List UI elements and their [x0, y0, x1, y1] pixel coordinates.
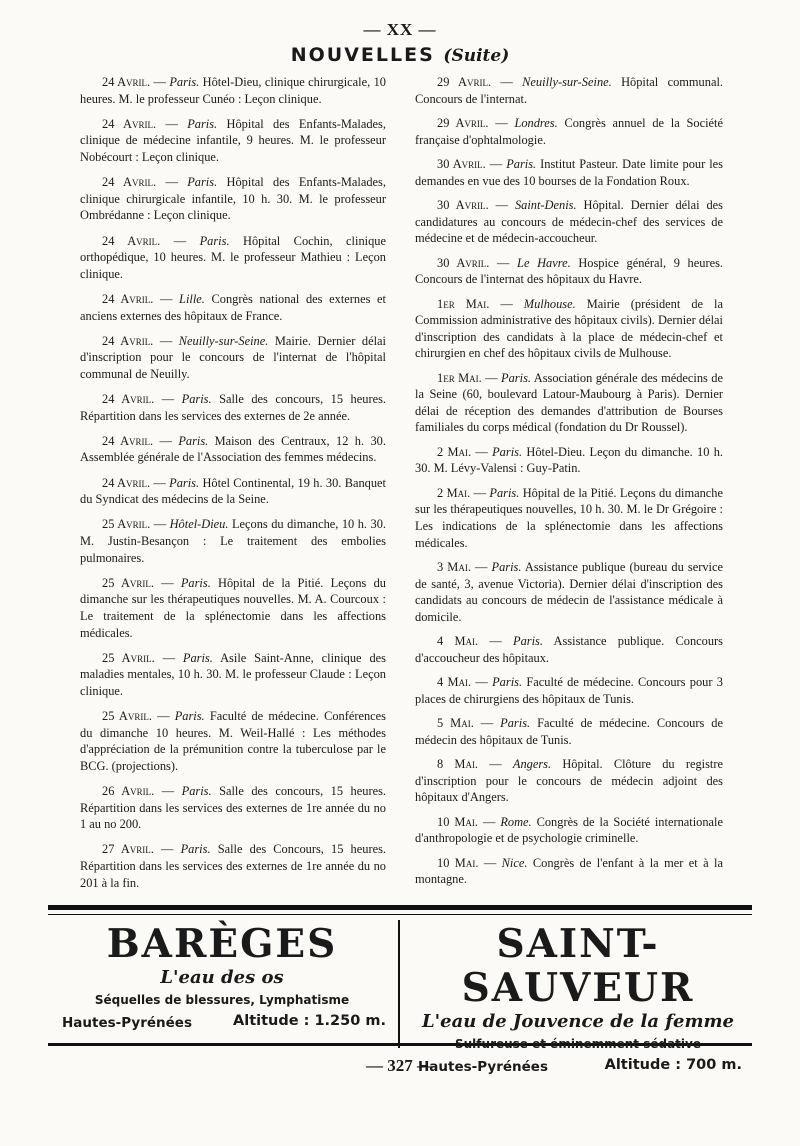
entry-text: Association générale des médecins de la Seine (60, boulevard Latour-Maubourg à Paris). Dernier délai de réception des demandes d'attribution de Bourses familiales du corps médical (fondation du Dr Roussel). [415, 370, 724, 435]
entry-text: Hôtel-Dieu. Leçon du dimanche. 10 h. 30. M. Lévy-Valensi : Guy-Patin. [415, 444, 724, 476]
entry-date: 25 Avril. [102, 517, 151, 532]
entry-text: Congrès de l'enfant à la mer et à la montagne. [415, 855, 723, 887]
entry-text: Hôpital des Enfants-Malades, clinique de médecine infantile, 9 heures. M. le professeur Nobécourt : Leçon clinique. [80, 116, 386, 164]
entry-date: 5 Mai. [437, 716, 474, 731]
ad-bareges-region: Hautes-Pyrénées [62, 1015, 192, 1031]
entry-place: Paris. [187, 116, 218, 131]
entry-text: Hôpital. Dernier délai des candidatures au concours de médecin-chef des services de médecine et de médecin-accoucheur. [415, 197, 723, 246]
entry-place: Paris. [501, 370, 531, 385]
entry-place: Paris. [181, 784, 212, 799]
entry-place: Paris. [513, 634, 543, 649]
news-entry: 10 Mai. — Nice. Congrès de l'enfant à la mer et à la montagne. [415, 855, 723, 887]
news-entry: 24 Avril. — Paris. Hôtel Continental, 19 h. 30. Banquet du Syndicat des médecins de la Seine. [80, 475, 386, 507]
ad-bareges-name: BARÈGES [106, 921, 338, 967]
entry-date: 24 Avril. [102, 175, 157, 190]
entry-date: 30 Avril. [437, 197, 489, 212]
entry-date: 30 Avril. [437, 255, 490, 270]
news-entry: 24 Avril. — Paris. Hôtel-Dieu, clinique chirurgicale, 10 heures. M. le professeur Cunéo : Leçon clinique. [80, 75, 386, 106]
news-entry: 29 Avril. — Londres. Congrès annuel de la Société française d'ophtalmologie. [415, 115, 723, 147]
entry-text: Mairie (président de la Commission administrative des hôpitaux civils). Dernier délai d'inscription des candidats à la place de médecin-chef et chirurgien en chef des hôpitaux civils de Mulhouse. [415, 296, 723, 361]
entry-date: 24 Avril. [102, 433, 154, 448]
entry-text: Hospice général, 9 heures. Concours de l'internat des hôpitaux du Havre. [415, 255, 723, 287]
entry-text: Congrès de la Société internationale d'anthropologie et de psychologie criminelle. [415, 814, 723, 846]
entry-place: Angers. [512, 757, 552, 772]
news-entry: 1er Mai. — Paris. Association générale des médecins de la Seine (60, boulevard Latour-Maubourg à Paris). Dernier délai de réception des demandes d'attribution de Bourses familiales du corps médical (fondation du Dr Roussel). [415, 370, 724, 435]
entry-text: Hôpital. Clôture du registre d'inscription pour le concours de médecin adjoint des hôpitaux d'Angers. [415, 757, 723, 805]
ad-saint-sauveur-region: Hautes-Pyrénées [418, 1059, 548, 1075]
ad-saint-sauveur-name: SAINT-SAUVEUR [461, 921, 695, 1011]
entry-text: Maison des Centraux, 12 h. 30. Assemblée générale de l'Association des femmes médecins. [80, 433, 386, 465]
entry-date: 24 Avril. [102, 233, 161, 248]
entry-place: Neuilly-sur-Seine. [522, 75, 612, 89]
ad-saint-sauveur-altitude: Altitude : 700 m. [604, 1057, 742, 1073]
entry-place: Londres. [514, 115, 558, 130]
entry-place: Paris. [506, 156, 537, 171]
page-number: — 327 — [366, 1056, 434, 1075]
news-entry: 5 Mai. — Paris. Faculté de médecine. Concours de médecin des hôpitaux de Tunis. [415, 716, 723, 747]
news-entry: 8 Mai. — Angers. Hôpital. Clôture du registre d'inscription pour le concours de médecin adjoint des hôpitaux d'Angers. [415, 757, 723, 805]
entry-place: Nice. [501, 855, 528, 870]
entry-place: Paris. [178, 433, 209, 448]
ad-saint-sauveur-slogan: L'eau de Jouvence de la femme [421, 1011, 735, 1032]
news-entry: 29 Avril. — Neuilly-sur-Seine. Hôpital communal. Concours de l'internat. [415, 75, 723, 106]
news-entry: 24 Avril. — Paris. Hôpital des Enfants-Malades, clinique de médecine infantile, 9 heures. M. le professeur Nobécourt : Leçon clinique. [80, 116, 386, 164]
entry-place: Paris. [180, 842, 211, 857]
news-entry: 10 Mai. — Rome. Congrès de la Société internationale d'anthropologie et de psychologie criminelle. [415, 814, 723, 846]
entry-place: Le Havre. [517, 255, 571, 270]
entry-place: Paris. [169, 75, 200, 89]
entry-place: Paris. [492, 444, 523, 459]
entry-date: 24 Avril. [102, 475, 151, 490]
entry-text: Faculté de médecine. Conférences du dimanche 10 heures. M. Weil-Hallé : Les méthodes d'appréciation de la prémunition contre la tuberculose par le BCG. (projections). [80, 709, 387, 773]
entry-date: 1er Mai. [437, 370, 482, 385]
entry-date: 29 Avril. [437, 75, 492, 89]
entry-date: 27 Avril. [102, 842, 154, 857]
entry-place: Paris. [492, 675, 523, 690]
entry-text: Hôtel-Dieu, clinique chirurgicale, 10 heures. M. le professeur Cunéo : Leçon clinique. [80, 75, 386, 106]
news-entry: 25 Avril. — Hôtel-Dieu. Leçons du dimanche, 10 h. 30. M. Justin-Besançon : Le traitement des embolies pulmonaires. [80, 517, 386, 565]
news-entry: 2 Mai. — Paris. Hôtel-Dieu. Leçon du dimanche. 10 h. 30. M. Lévy-Valensi : Guy-Patin. [415, 444, 724, 476]
news-entry: 30 Avril. — Le Havre. Hospice général, 9 heures. Concours de l'internat des hôpitaux du Havre. [415, 255, 723, 287]
entry-date: 25 Avril. [102, 709, 152, 724]
entry-text: Hôpital de la Pitié. Leçons du dimanche sur les thérapeutiques nouvelles. M. A. Courcoux : Le traitement de la splénectomie dans les affections médicales. [80, 575, 386, 640]
news-entry: 25 Avril. — Paris. Asile Saint-Anne, clinique des maladies mentales, 10 h. 30. M. le professeur Claude : Leçon clinique. [80, 650, 386, 698]
entry-date: 2 Mai. [437, 485, 471, 500]
entry-date: 24 Avril. [102, 333, 154, 348]
entry-date: 25 Avril. [102, 650, 155, 665]
right-column [415, 74, 723, 896]
news-entry: 24 Avril. — Lille. Congrès national des externes et anciens externes des hôpitaux de France. [80, 291, 386, 323]
entry-place: Neuilly-sur-Seine. [178, 333, 269, 348]
ad-bareges-description: Séquelles de blessures, Lymphatisme [94, 993, 350, 1007]
news-entry: 1er Mai. — Mulhouse. Mairie (président de la Commission administrative des hôpitaux civils). Dernier délai d'inscription des candidats à la place de médecin-chef et chirurgien en chef des hôpitaux civils de Mulhouse. [415, 296, 723, 361]
ad-divider [398, 920, 400, 1048]
entry-place: Paris. [500, 716, 531, 731]
entry-place: Paris. [489, 485, 520, 500]
news-entry: 25 Avril. — Paris. Hôpital de la Pitié. Leçons du dimanche sur les thérapeutiques nouvelles. M. A. Courcoux : Le traitement de la splénectomie dans les affections médicales. [80, 575, 386, 640]
news-entry: 3 Mai. — Paris. Assistance publique (bureau du service de santé, 3, avenue Victoria). Dernier délai d'inscription des candidats au concours de médecin de l'assistance médicale à domicile. [415, 560, 723, 624]
section-title-text: NOUVELLES [290, 44, 435, 66]
section-title [0, 44, 800, 66]
entry-place: Paris. [182, 650, 213, 665]
news-entry: 25 Avril. — Paris. Faculté de médecine. Conférences du dimanche 10 heures. M. Weil-Hallé : Les méthodes d'appréciation de la prémunition contre la tuberculose par le BCG. (projections). [80, 709, 387, 773]
entry-place: Paris. [174, 709, 205, 724]
entry-date: 2 Mai. [437, 444, 472, 459]
entry-text: Hôpital de la Pitié. Leçons du dimanche sur les thérapeutiques nouvelles, 10 h. 30. M. le Dr Grégoire : Les indications de la splénectomie dans les affections médicales. [415, 485, 723, 550]
news-entry: 4 Mai. — Paris. Faculté de médecine. Concours pour 3 places de chirurgiens des hôpitaux de Tunis. [415, 675, 724, 706]
entry-text: Faculté de médecine. Concours de médecin des hôpitaux de Tunis. [415, 716, 723, 747]
entry-date: 4 Mai. [437, 634, 479, 649]
news-entry: 30 Avril. — Saint-Denis. Hôpital. Dernier délai des candidatures au concours de médecin-chef des services de médecine et de médecin-accoucheur. [415, 197, 723, 246]
entry-date: 24 Avril. [102, 291, 154, 306]
entry-place: Paris. [169, 475, 200, 490]
entry-date: 24 Avril. [102, 392, 155, 407]
entry-place: Hôtel-Dieu. [169, 517, 229, 532]
news-entry: 4 Mai. — Paris. Assistance publique. Concours d'accoucheur des hôpitaux. [415, 634, 723, 665]
entry-place: Saint-Denis. [514, 197, 577, 212]
entry-text: Hôpital des Enfants-Malades, clinique chirurgicale infantile, 10 h. 30. M. le professeur Ombrédanne : Leçon clinique. [80, 175, 386, 223]
entry-text: Asile Saint-Anne, clinique des maladies mentales, 10 h. 30. M. le professeur Claude : Leçon clinique. [80, 650, 386, 698]
page-number-roman: — XX — [363, 20, 437, 39]
entry-date: 8 Mai. [437, 757, 479, 772]
news-entry: 24 Avril. — Paris. Hôpital Cochin, clinique orthopédique, 10 heures. M. le professeur Mathieu : Leçon clinique. [80, 233, 386, 281]
entry-text: Congrès national des externes et anciens externes des hôpitaux de France. [80, 291, 386, 323]
entry-date: 26 Avril. [102, 784, 155, 799]
section-title-suite: (Suite) [443, 46, 510, 66]
entry-text: Mairie. Dernier délai d'inscription pour le concours de l'internat de l'hôpital communal de Neuilly. [80, 333, 386, 381]
entry-text: Assistance publique. Concours d'accoucheur des hôpitaux. [415, 634, 723, 665]
entry-text: Salle des concours, 15 heures. Répartition dans les services des externes de 2e année. [80, 392, 386, 423]
entry-text: Leçons du dimanche, 10 h. 30. M. Justin-Besançon : Le traitement des embolies pulmonaires. [80, 517, 386, 565]
entry-place: Paris. [199, 233, 230, 248]
news-entry: 30 Avril. — Paris. Institut Pasteur. Date limite pour les demandes en vue des 10 bourses de la Fondation Roux. [415, 156, 723, 188]
entry-date: 4 Mai. [437, 675, 472, 690]
entry-date: 30 Avril. [437, 156, 486, 171]
news-entry: 24 Avril. — Paris. Salle des concours, 15 heures. Répartition dans les services des externes de 2e année. [80, 392, 386, 423]
ad-bareges-slogan: L'eau des os [160, 967, 284, 988]
news-entry: 24 Avril. — Paris. Hôpital des Enfants-Malades, clinique chirurgicale infantile, 10 h. 30. M. le professeur Ombrédanne : Leçon clinique. [80, 175, 386, 223]
entry-text: Hôpital communal. Concours de l'internat. [415, 75, 723, 106]
entry-place: Mulhouse. [523, 296, 576, 311]
entry-date: 10 Mai. [437, 855, 479, 870]
entry-date: 25 Avril. [102, 575, 154, 590]
news-entry: 27 Avril. — Paris. Salle des Concours, 15 heures. Répartition dans les services des externes de 1re année du no 201 à la fin. [80, 842, 386, 890]
entry-date: 1er Mai. [437, 296, 490, 311]
entry-text: Institut Pasteur. Date limite pour les demandes en vue des 10 bourses de la Fondation Roux. [415, 156, 723, 188]
entry-place: Paris. [187, 175, 218, 190]
entry-place: Rome. [500, 814, 532, 829]
news-entry: 24 Avril. — Paris. Maison des Centraux, 12 h. 30. Assemblée générale de l'Association des femmes médecins. [80, 433, 386, 465]
entry-date: 24 Avril. [102, 75, 151, 89]
entry-text: Congrès annuel de la Société française d'ophtalmologie. [415, 115, 723, 147]
entry-text: Hôtel Continental, 19 h. 30. Banquet du Syndicat des médecins de la Seine. [80, 475, 386, 507]
ad-bareges [48, 922, 396, 1046]
entry-text: Faculté de médecine. Concours pour 3 places de chirurgiens des hôpitaux de Tunis. [415, 675, 724, 706]
entry-date: 24 Avril. [102, 116, 157, 131]
left-column [80, 74, 386, 900]
entry-text: Hôpital Cochin, clinique orthopédique, 10 heures. M. le professeur Mathieu : Leçon clinique. [80, 233, 386, 281]
entry-text: Assistance publique (bureau du service de santé, 3, avenue Victoria). Dernier délai d'inscription des candidats au concours de médecin de l'assistance médicale à domicile. [415, 560, 723, 624]
entry-place: Paris. [181, 392, 212, 407]
entry-place: Paris. [180, 575, 211, 590]
entry-date: 10 Mai. [437, 814, 478, 829]
entry-place: Lille. [179, 291, 205, 306]
entry-text: Salle des Concours, 15 heures. Répartition dans les services des externes de 1re année du no 201 à la fin. [80, 842, 386, 890]
entry-place: Paris. [491, 560, 522, 575]
news-entry: 2 Mai. — Paris. Hôpital de la Pitié. Leçons du dimanche sur les thérapeutiques nouvelles, 10 h. 30. M. le Dr Grégoire : Les indications de la splénectomie dans les affections médicales. [415, 485, 723, 550]
entry-date: 29 Avril. [437, 115, 489, 130]
ad-saint-sauveur-description: Sulfureuse et éminemment sédative [455, 1037, 701, 1051]
entry-date: 3 Mai. [437, 560, 471, 575]
ad-bareges-altitude: Altitude : 1.250 m. [233, 1013, 386, 1029]
ad-saint-sauveur [404, 921, 752, 1075]
news-entry: 26 Avril. — Paris. Salle des concours, 15 heures. Répartition dans les services des externes de 1re année du no 1 au no 200. [80, 784, 386, 832]
entry-text: Salle des concours, 15 heures. Répartition dans les services des externes de 1re année du no 1 au no 200. [80, 784, 386, 832]
news-entry: 24 Avril. — Neuilly-sur-Seine. Mairie. Dernier délai d'inscription pour le concours de l'internat de l'hôpital communal de Neuilly. [80, 333, 386, 381]
